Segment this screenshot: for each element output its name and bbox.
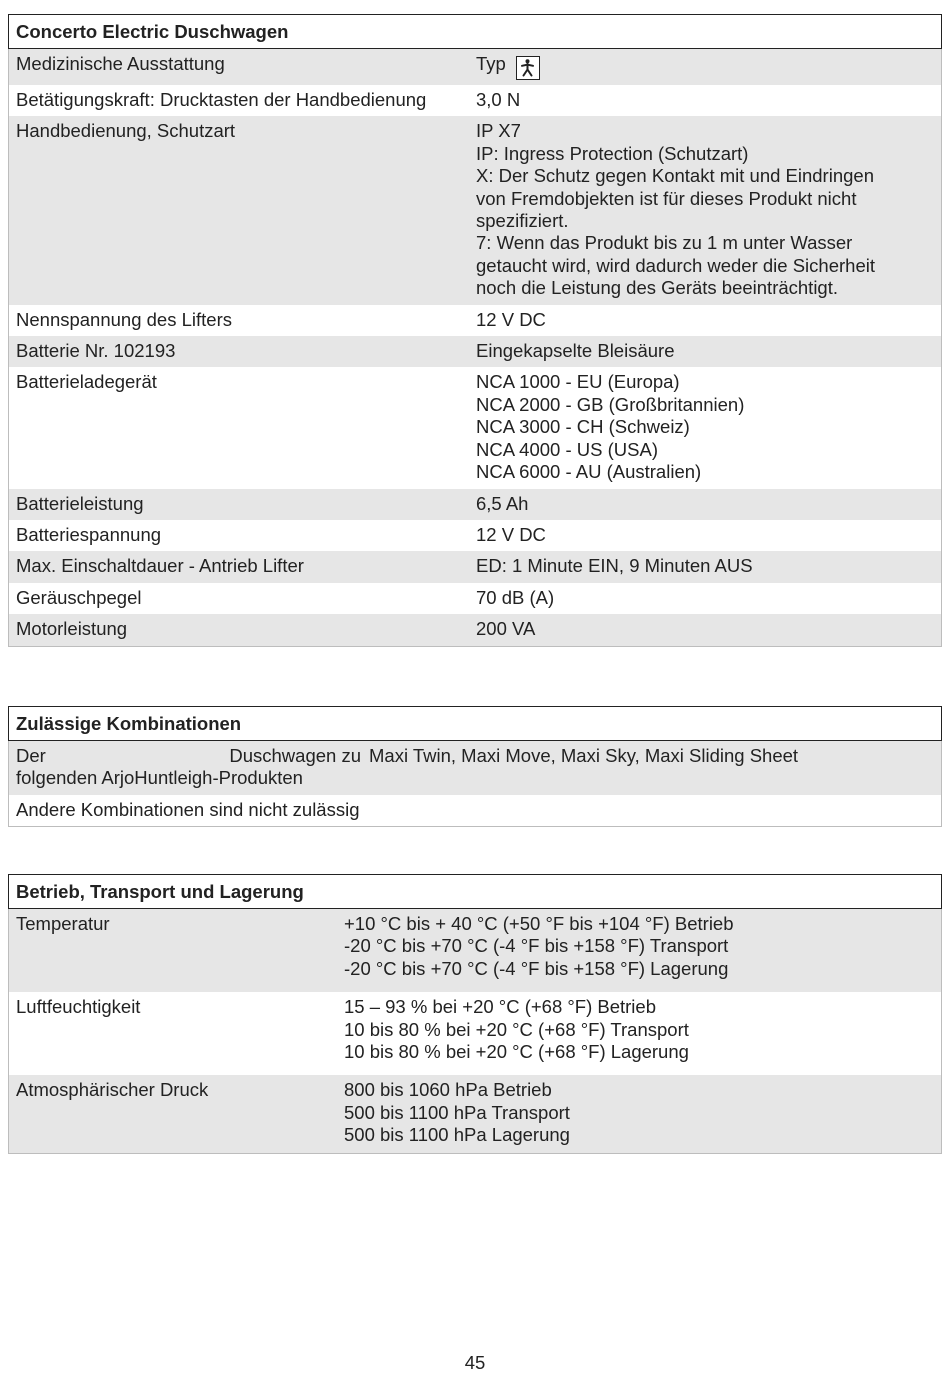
row-label: Temperatur (16, 913, 110, 934)
row-label: Motorleistung (16, 618, 128, 640)
row-value: NCA 1000 - EU (Europa) NCA 2000 - GB (Großbritannien) NCA 3000 - CH (Schweiz) NCA 4000 - US (USA) NCA 6000 - AU (Australien) (476, 371, 745, 483)
row-value: 12 V DC (476, 523, 546, 545)
table-row (9, 85, 941, 116)
table-row (9, 992, 941, 1075)
table-row (9, 520, 941, 551)
row-text: Andere Kombinationen sind nicht zulässig (16, 798, 360, 820)
table-row (9, 583, 941, 614)
row-value: IP X7 IP: Ingress Protection (Schutzart) X: Der Schutz gegen Kontakt mit und Eindringen von Fremdobjekten ist für dieses Produkt nicht spezifiziert. 7: Wenn das Produkt bis zu 1 m unter Wasser getaucht wird, wird dadurch weder die Sicherheit noch die Leistung des Geräts beeinträchtigt. (476, 120, 875, 299)
row-value: 200 VA (476, 618, 536, 640)
row-value: 800 bis 1060 hPa Betrieb 500 bis 1100 hPa Transport 500 bis 1100 hPa Lagerung (344, 1079, 570, 1146)
row-label: Nennspannung des Lifters (16, 308, 232, 330)
table-row (9, 551, 941, 582)
row-value: 6,5 Ah (476, 492, 529, 514)
row-label: Luftfeuchtigkeit (16, 996, 141, 1018)
combinations-table-title: Zulässige Kombinationen (8, 706, 942, 741)
environment-table-title: Betrieb, Transport und Lagerung (8, 874, 942, 909)
table-row (9, 489, 941, 520)
row-label: Max. Einschaltdauer - Antrieb Lifter (16, 555, 304, 577)
row-label: Handbedienung, Schutzart (16, 120, 236, 142)
row-label: Batterie Nr. 102193 (16, 340, 176, 362)
page-number: 45 (464, 1352, 486, 1373)
row-label: Betätigungskraft: Drucktasten der Handbedienung (16, 89, 427, 110)
row-label: Der Duschwagen zu folgenden ArjoHuntleigh-Produkten (16, 745, 361, 789)
table-row (9, 116, 941, 304)
table-row (9, 909, 941, 992)
row-value: ED: 1 Minute EIN, 9 Minuten AUS (476, 555, 753, 577)
row-value: Eingekapselte Bleisäure (476, 340, 675, 362)
table-row (9, 741, 941, 795)
table-row (9, 367, 941, 488)
combinations-table (8, 706, 942, 827)
row-value: 15 – 93 % bei +20 °C (+68 °F) Betrieb 10 bis 80 % bei +20 °C (+68 °F) Transport 10 bis 80 % bei +20 °C (+68 °F) Lagerung (344, 996, 689, 1063)
table-row (9, 1075, 941, 1152)
table-row (9, 49, 941, 85)
row-label: Medizinische Ausstattung (16, 53, 225, 74)
specs-table (8, 14, 942, 647)
row-label: Atmosphärischer Druck (16, 1079, 209, 1101)
row-label: Batterieleistung (16, 492, 144, 514)
environment-table (8, 874, 942, 1154)
table-row (9, 795, 941, 826)
specs-table-title: Concerto Electric Duschwagen (8, 14, 942, 49)
row-value: Maxi Twin, Maxi Move, Maxi Sky, Maxi Sliding Sheet (369, 745, 799, 766)
row-value: 70 dB (A) (476, 586, 555, 608)
table-row (9, 305, 941, 336)
table-row (9, 336, 941, 367)
row-value: +10 °C bis + 40 °C (+50 °F bis +104 °F) Betrieb -20 °C bis +70 °C (-4 °F bis +158 °F) Transport -20 °C bis +70 °C (-4 °F bis +158 °F) Lagerung (344, 913, 734, 979)
row-value: 3,0 N (476, 89, 521, 110)
row-label: Batterieladegerät (16, 371, 157, 393)
row-value: 12 V DC (476, 308, 546, 330)
table-row (9, 614, 941, 645)
row-value: Typ (476, 53, 506, 74)
row-label: Geräuschpegel (16, 586, 142, 608)
bf-applied-part-icon (516, 56, 540, 80)
row-label: Batteriespannung (16, 523, 162, 545)
